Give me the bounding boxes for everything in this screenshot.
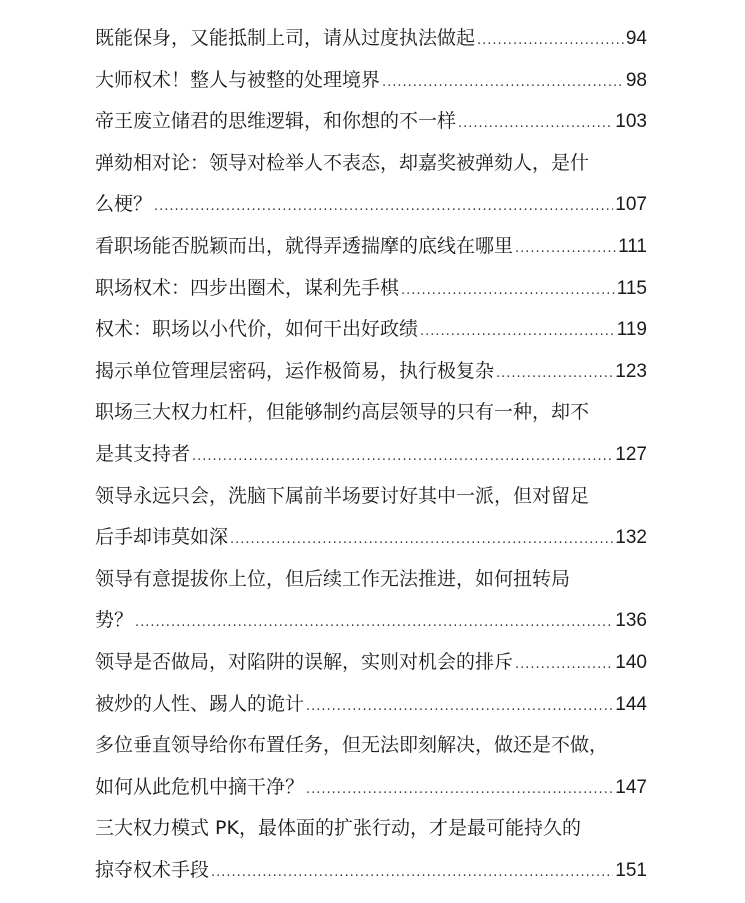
toc-page-number: 119 (616, 319, 647, 341)
toc-page-number: 132 (615, 527, 647, 549)
dot-leader (496, 353, 613, 393)
toc-entry-title: 后手却讳莫如深 (95, 526, 229, 549)
dot-leader (382, 62, 624, 102)
toc-entry-line-last (95, 642, 647, 684)
toc-page-number: 140 (615, 651, 647, 673)
toc-page-number: 103 (615, 111, 647, 133)
toc-entry-title: 多位垂直领导给你布置任务，但无法即刻解决，做还是不做， (95, 734, 609, 757)
dot-leader (135, 602, 613, 642)
toc-entry[interactable] (95, 808, 647, 891)
toc-entry-line-last (95, 600, 647, 642)
dot-leader (477, 20, 624, 60)
toc-entry-line-last (95, 767, 647, 809)
toc-entry[interactable] (95, 476, 647, 559)
dot-leader (401, 270, 615, 310)
toc-entry-line-last (95, 184, 647, 226)
toc-entry[interactable] (95, 60, 647, 102)
toc-entry-line-last (95, 351, 647, 393)
toc-entry[interactable] (95, 642, 647, 684)
toc-entry-title: 领导是否做局，对陷阱的误解，实则对机会的排斥 (95, 650, 514, 673)
toc-entry-title: 既能保身，又能抵制上司，请从过度执法做起 (95, 27, 476, 49)
toc-page-number: 151 (615, 859, 647, 881)
toc-entry-title: 看职场能否脱颖而出，就得弄透揣摩的底线在哪里 (95, 234, 514, 257)
toc-entry-title: 权术：职场以小代价，如何干出好政绩 (95, 318, 419, 341)
table-of-contents (95, 18, 647, 891)
toc-entry-line (95, 808, 647, 850)
dot-leader (154, 186, 613, 226)
dot-leader (211, 852, 613, 892)
toc-page-number: 144 (615, 693, 647, 715)
toc-page-number: 98 (625, 69, 647, 91)
toc-page-number: 94 (625, 28, 647, 49)
toc-entry[interactable] (95, 392, 647, 475)
toc-entry-title: 大师权术！整人与被整的处理境界 (95, 68, 381, 91)
toc-entry-title: 势？ (95, 609, 134, 632)
toc-entry-line-last (95, 309, 647, 351)
toc-entry[interactable] (95, 725, 647, 808)
toc-entry-line-last (95, 684, 647, 726)
toc-entry-title: 帝王废立储君的思维逻辑，和你想的不一样 (95, 110, 457, 133)
toc-entry[interactable] (95, 101, 647, 143)
toc-entry-title: 么梗？ (95, 193, 153, 216)
toc-entry-title: 是其支持者 (95, 442, 191, 465)
toc-entry[interactable] (95, 143, 647, 226)
toc-entry[interactable] (95, 559, 647, 642)
toc-entry-line (95, 725, 647, 767)
toc-entry[interactable] (95, 309, 647, 351)
toc-entry-title: 领导有意提拔你上位，但后续工作无法推进，如何扭转局 (95, 567, 571, 590)
toc-page-number: 123 (615, 360, 647, 382)
dot-leader (192, 436, 613, 476)
dot-leader (230, 519, 613, 559)
toc-entry-line-last (95, 18, 647, 60)
toc-entry-line-last (95, 434, 647, 476)
toc-page-number: 127 (615, 443, 647, 465)
toc-entry-title: 如何从此危机中摘干净？ (95, 775, 305, 798)
toc-entry[interactable] (95, 268, 647, 310)
toc-entry-line-last (95, 60, 647, 102)
toc-page-number: 111 (618, 235, 647, 257)
toc-entry-title: 揭示单位管理层密码，运作极简易，执行极复杂 (95, 359, 495, 382)
toc-entry[interactable] (95, 351, 647, 393)
toc-entry-line (95, 392, 647, 434)
toc-entry[interactable] (95, 684, 647, 726)
toc-entry-line-last (95, 517, 647, 559)
dot-leader (515, 644, 613, 684)
toc-entry-line-last (95, 850, 647, 892)
dot-leader (306, 769, 613, 809)
toc-entry[interactable] (95, 226, 647, 268)
toc-entry-line (95, 143, 647, 185)
toc-entry-title: 被炒的人性、踢人的诡计 (95, 692, 305, 715)
toc-entry-title: 职场三大权力杠杆，但能够制约高层领导的只有一种，却不 (95, 401, 590, 424)
dot-leader (306, 686, 613, 726)
dot-leader (515, 228, 616, 268)
toc-entry-title: 职场权术：四步出圈术，谋利先手棋 (95, 276, 400, 299)
toc-entry-title: 领导永远只会，洗脑下属前半场要讨好其中一派，但对留足 (95, 484, 590, 507)
toc-page-number: 115 (616, 277, 647, 299)
toc-page-number: 136 (615, 610, 647, 632)
toc-entry-title: 掠夺权术手段 (95, 858, 210, 881)
toc-entry-line-last (95, 101, 647, 143)
toc-entry-title: 三大权力模式 PK，最体面的扩张行动，才是最可能持久的 (95, 817, 581, 840)
toc-entry[interactable] (95, 18, 647, 60)
toc-page-number: 147 (615, 776, 647, 798)
toc-entry-line-last (95, 268, 647, 310)
dot-leader (420, 311, 615, 351)
dot-leader (458, 103, 613, 143)
toc-entry-line (95, 476, 647, 518)
toc-page-number: 107 (615, 194, 647, 216)
toc-entry-line (95, 559, 647, 601)
toc-entry-line-last (95, 226, 647, 268)
toc-entry-title: 弹劾相对论：领导对检举人不表态，却嘉奖被弹劾人，是什 (95, 151, 590, 174)
